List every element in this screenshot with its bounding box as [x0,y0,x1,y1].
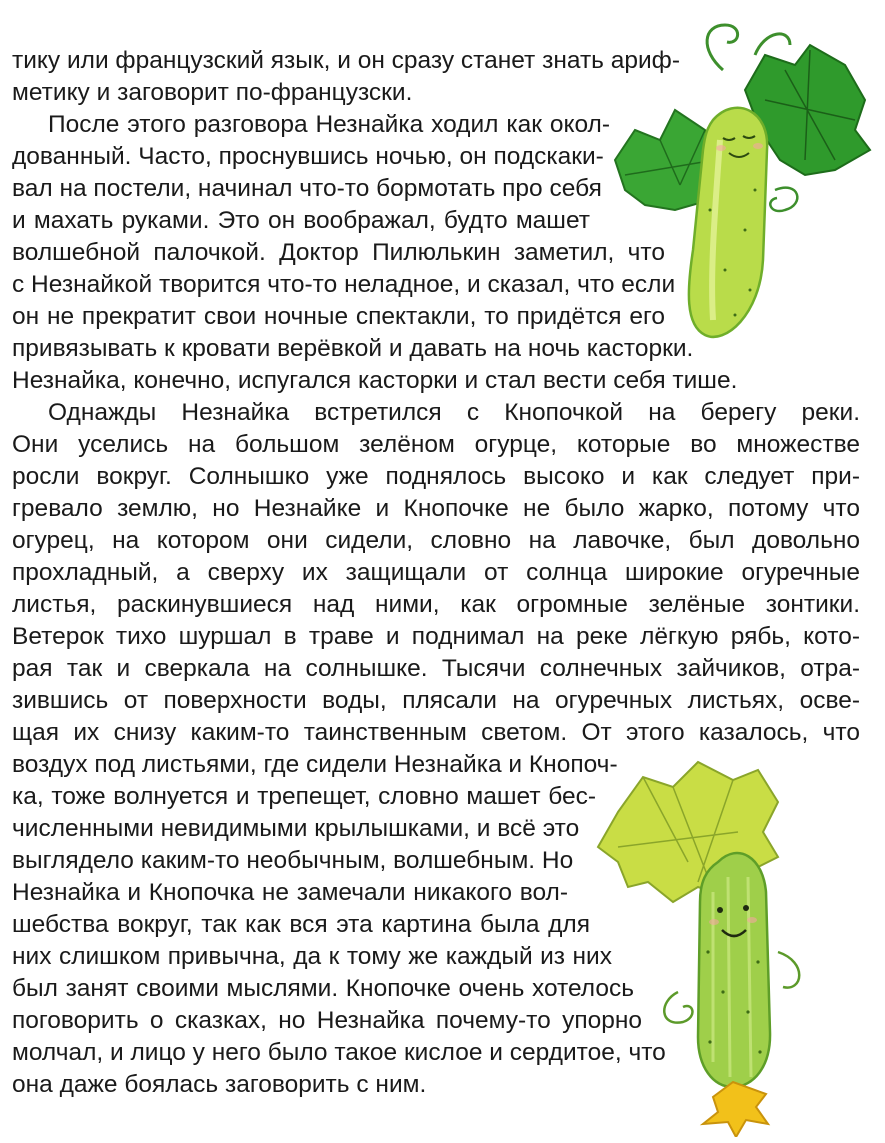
text-line: Они уселись на большом зелёном огурце, которые во множестве [12,431,860,458]
cucumber-illustration-top [605,10,880,355]
text-line: После этого разговора Незнайка ходил как окол- [48,111,610,138]
text-line: с Незнайкой творится что-то неладное, и сказал, что если [12,271,676,298]
text-line: она даже боялась заговорить с ним. [12,1071,427,1098]
text-line: Незнайка, конечно, испугался касторки и стал вести себя тише. [12,367,738,394]
text-line: поговорить о сказках, но Незнайка почему-то упорно [12,1007,642,1034]
text-line: молчал, и лицо у него было такое кислое и сердитое, что [12,1039,666,1066]
text-line: привязывать к кровати верёвкой и давать на ночь касторки. [12,335,694,362]
text-line: вал на постели, начинал что-то бормотать про себя [12,175,602,202]
text-line: выглядело каким-то необычным, волшебным. Но [12,847,574,874]
text-line: рая так и сверкала на солнышке. Тысячи солнечных зайчиков, отра- [12,655,860,682]
text-line: тику или французский язык, и он сразу станет знать ариф- [12,47,680,74]
text-line: шебства вокруг, так как вся эта картина была для [12,911,590,938]
text-line: был занят своими мыслями. Кнопочке очень хотелось [12,975,634,1002]
text-line: зившись от поверхности воды, плясали на огуречных листьях, осве- [12,687,860,714]
text-line: он не прекратит свои ночные спектакли, то придётся его [12,303,665,330]
text-line: дованный. Часто, проснувшись ночью, он подскаки- [12,143,604,170]
text-line: Ветерок тихо шуршал в траве и поднимал на реке лёгкую рябь, кото- [12,623,860,650]
text-line: метику и заговорит по-французски. [12,79,413,106]
text-line: щая их снизу каким-то таинственным светом. От этого казалось, что [12,719,860,746]
text-line: и махать руками. Это он воображал, будто машет [12,207,590,234]
text-line: гревало землю, но Незнайке и Кнопочке не было жарко, потому что [12,495,860,522]
text-line: росли вокруг. Солнышко уже поднялось высоко и как следует при- [12,463,860,490]
text-line: воздух под листьями, где сидели Незнайка и Кнопоч- [12,751,618,778]
text-line: листья, раскинувшиеся над ними, как огромные зелёные зонтики. [12,591,860,618]
text-line: Однажды Незнайка встретился с Кнопочкой на берегу реки. [48,399,860,426]
text-line: волшебной палочкой. Доктор Пилюлькин заметил, что [12,239,665,266]
text-line: огурец, на котором они сидели, словно на лавочке, был довольно [12,527,860,554]
text-line: Незнайка и Кнопочка не замечали никакого вол- [12,879,568,906]
text-line: прохладный, а сверху их защищали от солнца широкие огуречные [12,559,860,586]
text-line: них слишком привычна, да к тому же каждый из них [12,943,612,970]
text-line: численными невидимыми крылышками, и всё это [12,815,580,842]
text-line: ка, тоже волнуется и трепещет, словно машет бес- [12,783,596,810]
cucumber-illustration-bottom [588,752,880,1137]
